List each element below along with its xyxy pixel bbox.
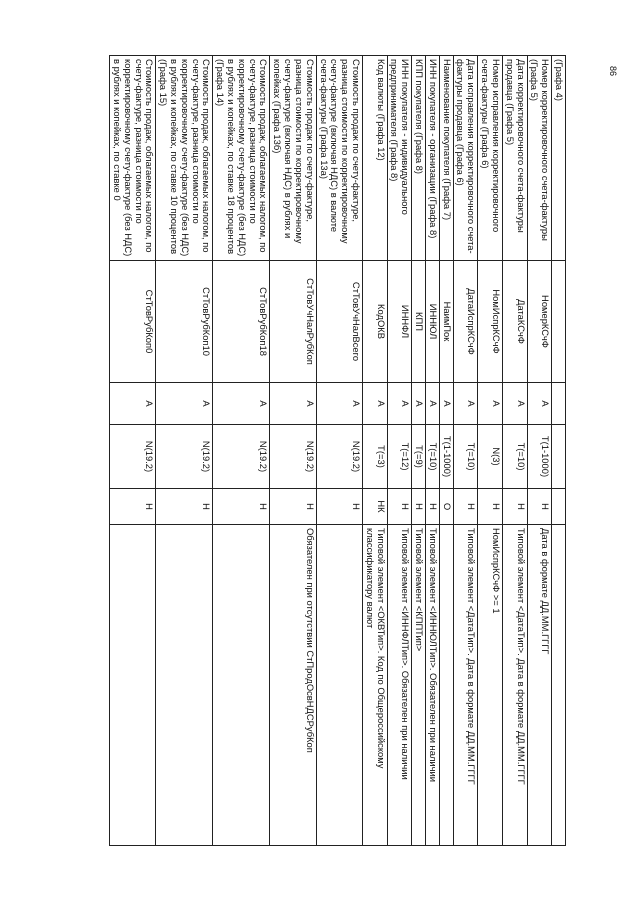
- table-row: [316, 56, 362, 846]
- element-required-cell: Н: [316, 489, 362, 525]
- element-name-cell: Наименование покупателя (Графа 7): [439, 56, 453, 261]
- element-name-cell: ИНН покупателя - организации (Графа 8): [426, 56, 440, 261]
- element-required-cell: Н: [110, 489, 156, 525]
- element-tag-cell: СтТовРубКоп18: [213, 261, 270, 383]
- element-name-cell: КПП покупателя (Графа 8): [412, 56, 426, 261]
- element-tag-cell: СтТовРубКоп10: [156, 261, 213, 383]
- element-note-cell: [552, 525, 566, 846]
- element-format-cell: N(3): [478, 425, 503, 489]
- element-note-cell: [156, 525, 213, 846]
- table-row: [527, 56, 552, 846]
- table-row: [426, 56, 440, 846]
- element-note-cell: Типовой элемент <ДатаТип>. Дата в формате ДД.ММ.ГГГГ: [502, 525, 527, 846]
- element-type-cell: А: [527, 383, 552, 425]
- element-type-cell: А: [412, 383, 426, 425]
- element-tag-cell: ИННЮЛ: [426, 261, 440, 383]
- elements-table: [109, 55, 566, 846]
- element-tag-cell: НомерКСчФ: [527, 261, 552, 383]
- element-required-cell: Н: [156, 489, 213, 525]
- element-format-cell: T(1-1000): [439, 425, 453, 489]
- element-required-cell: О: [439, 489, 453, 525]
- element-type-cell: А: [426, 383, 440, 425]
- element-name-cell: Дата исправления корректировочного счета-фактуры продавца (Графа 6): [453, 56, 478, 261]
- table-body: [110, 56, 566, 846]
- element-tag-cell: СтТовУчНалРубКоп: [270, 261, 316, 383]
- element-tag-cell: КодОКВ: [363, 261, 388, 383]
- element-tag-cell: [552, 261, 566, 383]
- element-name-cell: (Графа 4): [552, 56, 566, 261]
- element-type-cell: А: [387, 383, 412, 425]
- element-required-cell: Н: [478, 489, 503, 525]
- element-name-cell: Стоимость продаж, облагаемых налогом, по счету-фактуре, разница стоимости по корректировочному счету-фактуре (без НДС) в рублях и копейках, по ставке 0: [110, 56, 156, 261]
- element-type-cell: А: [363, 383, 388, 425]
- table-row: [552, 56, 566, 846]
- element-note-cell: [110, 525, 156, 846]
- table-row: [270, 56, 316, 846]
- element-name-cell: Стоимость продаж по счету-фактуре, разница стоимости по корректировочному счету-фактуре (включая НДС) в валюте счета-фактуры (Графа 13а): [316, 56, 362, 261]
- element-format-cell: T(1-1000): [527, 425, 552, 489]
- element-name-cell: Стоимость продаж, облагаемых налогом, по счету-фактуре, разница стоимости по корректировочному счету-фактуре (без НДС) в рублях и копейках, по ставке 18 процентов (Графа 14): [213, 56, 270, 261]
- page-number: 86: [608, 65, 619, 77]
- table-row: [453, 56, 478, 846]
- element-format-cell: N(19.2): [316, 425, 362, 489]
- element-format-cell: N(19.2): [110, 425, 156, 489]
- element-note-cell: [213, 525, 270, 846]
- table-row: [412, 56, 426, 846]
- element-note-cell: Типовой элемент <КППТип>: [412, 525, 426, 846]
- table-row: [502, 56, 527, 846]
- element-note-cell: НомИспрКСчФ >= 1: [478, 525, 503, 846]
- table-row: [439, 56, 453, 846]
- table-row: [387, 56, 412, 846]
- element-tag-cell: СтТовУчНалВсего: [316, 261, 362, 383]
- element-type-cell: А: [439, 383, 453, 425]
- element-required-cell: НК: [363, 489, 388, 525]
- element-name-cell: Дата корректировочного счета-фактуры продавца (Графа 5): [502, 56, 527, 261]
- element-note-cell: [439, 525, 453, 846]
- element-type-cell: А: [213, 383, 270, 425]
- element-format-cell: N(19.2): [156, 425, 213, 489]
- table-row: [110, 56, 156, 846]
- element-required-cell: Н: [502, 489, 527, 525]
- element-format-cell: N(19.2): [213, 425, 270, 489]
- element-required-cell: Н: [213, 489, 270, 525]
- element-note-cell: Обязателен при отсутствии СтПродОсвНДСРубКоп: [270, 525, 316, 846]
- element-type-cell: А: [110, 383, 156, 425]
- element-format-cell: T(=10): [502, 425, 527, 489]
- element-tag-cell: НаимПок: [439, 261, 453, 383]
- element-required-cell: Н: [527, 489, 552, 525]
- element-type-cell: А: [156, 383, 213, 425]
- element-required-cell: Н: [412, 489, 426, 525]
- element-tag-cell: ДатаКСчФ: [502, 261, 527, 383]
- element-required-cell: [552, 489, 566, 525]
- rotated-table-container: [82, 55, 566, 845]
- element-tag-cell: СтТовРубКоп0: [110, 261, 156, 383]
- table-row: [156, 56, 213, 846]
- element-note-cell: Типовой элемент <ДатаТип>. Дата в формате ДД.ММ.ГГГГ: [453, 525, 478, 846]
- element-format-cell: T(=9): [412, 425, 426, 489]
- element-note-cell: Дата в формате ДД.ММ.ГГГГ: [527, 525, 552, 846]
- element-format-cell: N(19.2): [270, 425, 316, 489]
- element-name-cell: ИНН покупателя - индивидуального предпринимателя (Графа 8): [387, 56, 412, 261]
- element-name-cell: Стоимость продаж по счету-фактуре, разница стоимости по корректировочному счету-фактуре (включая НДС) в рублях и копейках (Графа 13б): [270, 56, 316, 261]
- element-note-cell: Типовой элемент <ИННЮЛТип>. Обязателен при наличии: [426, 525, 440, 846]
- element-tag-cell: ДатаИспрКСчФ: [453, 261, 478, 383]
- element-tag-cell: НомИспрКСчФ: [478, 261, 503, 383]
- element-type-cell: А: [270, 383, 316, 425]
- element-type-cell: А: [316, 383, 362, 425]
- element-required-cell: Н: [270, 489, 316, 525]
- element-type-cell: А: [502, 383, 527, 425]
- element-format-cell: [552, 425, 566, 489]
- element-required-cell: Н: [387, 489, 412, 525]
- element-name-cell: Номер исправления корректировочного счета-фактуры (Графа 6): [478, 56, 503, 261]
- element-name-cell: Стоимость продаж, облагаемых налогом, по счету-фактуре, разница стоимости по корректировочному счету-фактуре (без НДС) в рублях и копейках, по ставке 10 процентов (Графа 15): [156, 56, 213, 261]
- element-note-cell: Типовой элемент <ОКВТип>. Код по Общероссийскому классификатору валют: [363, 525, 388, 846]
- element-type-cell: [552, 383, 566, 425]
- element-note-cell: Типовой элемент <ИННФЛТип>. Обязателен при наличии: [387, 525, 412, 846]
- element-required-cell: Н: [426, 489, 440, 525]
- table-row: [363, 56, 388, 846]
- element-name-cell: Код валюты (Графа 12): [363, 56, 388, 261]
- rotated-page-content: [82, 55, 566, 845]
- element-name-cell: Номер корректировочного счета-фактуры (Графа 5): [527, 56, 552, 261]
- element-format-cell: T(=10): [426, 425, 440, 489]
- element-format-cell: T(=10): [453, 425, 478, 489]
- element-type-cell: А: [453, 383, 478, 425]
- table-row: [213, 56, 270, 846]
- element-format-cell: T(=12): [387, 425, 412, 489]
- element-tag-cell: КПП: [412, 261, 426, 383]
- element-format-cell: T(=3): [363, 425, 388, 489]
- element-type-cell: А: [478, 383, 503, 425]
- element-required-cell: Н: [453, 489, 478, 525]
- element-tag-cell: ИННФЛ: [387, 261, 412, 383]
- element-note-cell: [316, 525, 362, 846]
- table-row: [478, 56, 503, 846]
